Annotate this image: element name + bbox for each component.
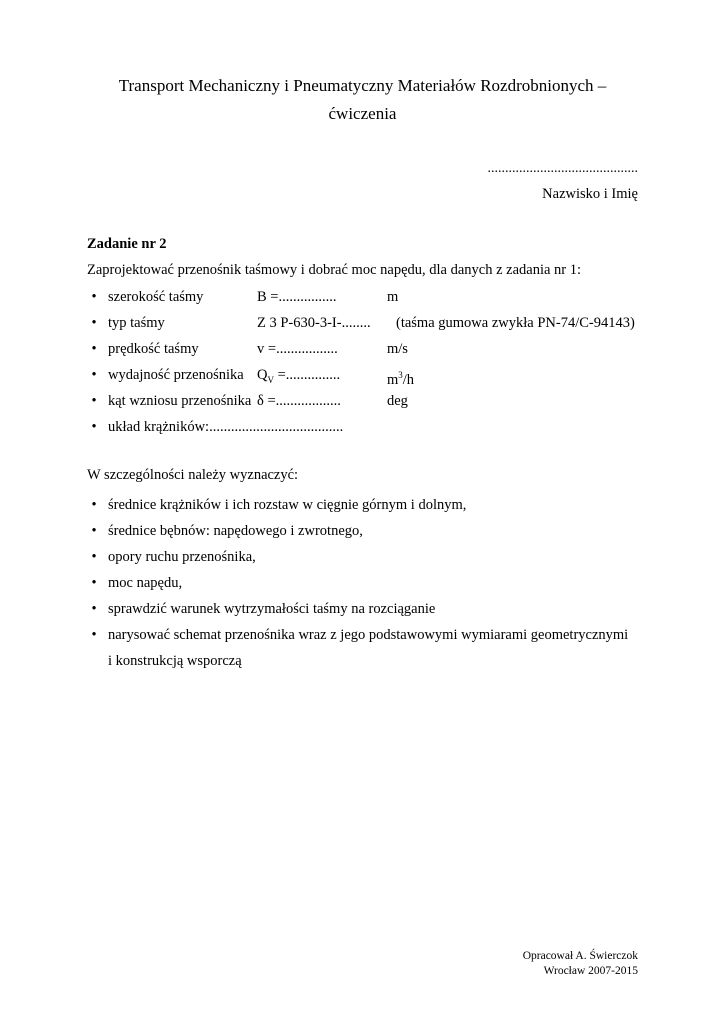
requirement-item: • średnice bębnów: napędowego i zwrotnego, xyxy=(87,520,647,542)
param-belt-speed xyxy=(87,338,647,360)
document-title-line1: Transport Mechaniczny i Pneumatyczny Materiałów Rozdrobnionych – xyxy=(118,76,607,95)
bullet-icon: • xyxy=(91,627,97,643)
bullet-icon: • xyxy=(91,315,97,331)
bullet-icon: • xyxy=(91,601,97,617)
param-idler-arrangement xyxy=(87,416,647,438)
bullet-icon: • xyxy=(91,289,97,305)
task-heading: Zadanie nr 2 xyxy=(87,236,167,252)
param-symbol: v =................. xyxy=(257,341,338,357)
requirements-heading: W szczególności należy wyznaczyć: xyxy=(87,467,299,483)
param-symbol: B =................ xyxy=(257,289,337,305)
requirement-continuation: i konstrukcją wsporczą xyxy=(108,653,242,669)
param-name: prędkość taśmy xyxy=(108,341,199,357)
bullet-icon: • xyxy=(91,341,97,357)
param-belt-type xyxy=(87,312,647,334)
param-symbol: $Q_V$ =............... xyxy=(257,367,341,385)
param-name: układ krążników:..................................... xyxy=(108,419,344,435)
param-incline-angle xyxy=(87,390,647,412)
param-symbol: δ =.................. xyxy=(257,393,341,409)
bullet-icon: • xyxy=(91,367,97,383)
param-note: (taśma gumowa zwykła PN-74/C-94143) xyxy=(396,315,635,331)
requirement-item: • sprawdzić warunek wytrzymałości taśmy na rozciąganie xyxy=(87,598,647,620)
name-label: Nazwisko i Imię xyxy=(542,186,638,202)
param-unit: m xyxy=(387,289,399,305)
requirement-item: • narysować schemat przenośnika wraz z jego podstawowymi wymiarami geometrycznymi xyxy=(87,624,647,646)
param-name: kąt wzniosu przenośnika xyxy=(108,393,252,409)
requirement-item: • opory ruchu przenośnika, xyxy=(87,546,647,568)
requirement-item: • średnice krążników i ich rozstaw w cięgnie górnym i dolnym, xyxy=(87,494,647,516)
param-name: wydajność przenośnika xyxy=(108,367,244,383)
param-unit: $m^3/h$ xyxy=(387,370,415,388)
footer-place-years: Wrocław 2007-2015 xyxy=(543,965,638,977)
name-fill-in-line: ........................................... xyxy=(487,161,638,176)
param-belt-width xyxy=(87,286,647,308)
document-title-line2: ćwiczenia xyxy=(328,104,397,123)
param-name: typ taśmy xyxy=(108,315,165,331)
task-intro: Zaprojektować przenośnik taśmowy i dobrać moc napędu, dla danych z zadania nr 1: xyxy=(87,262,582,278)
bullet-icon: • xyxy=(91,497,97,513)
bullet-icon: • xyxy=(91,419,97,435)
bullet-icon: • xyxy=(91,523,97,539)
param-unit: deg xyxy=(387,393,408,409)
requirement-item: • moc napędu, xyxy=(87,572,647,594)
param-unit: m/s xyxy=(387,341,408,357)
param-conveyor-capacity xyxy=(87,364,647,386)
bullet-icon: • xyxy=(91,393,97,409)
bullet-icon: • xyxy=(91,575,97,591)
bullet-icon: • xyxy=(91,549,97,565)
footer-author: Opracował A. Świerczok xyxy=(522,950,638,962)
param-name: szerokość taśmy xyxy=(108,289,204,305)
param-symbol: Z 3 P-630-3-I-........ xyxy=(257,315,371,331)
